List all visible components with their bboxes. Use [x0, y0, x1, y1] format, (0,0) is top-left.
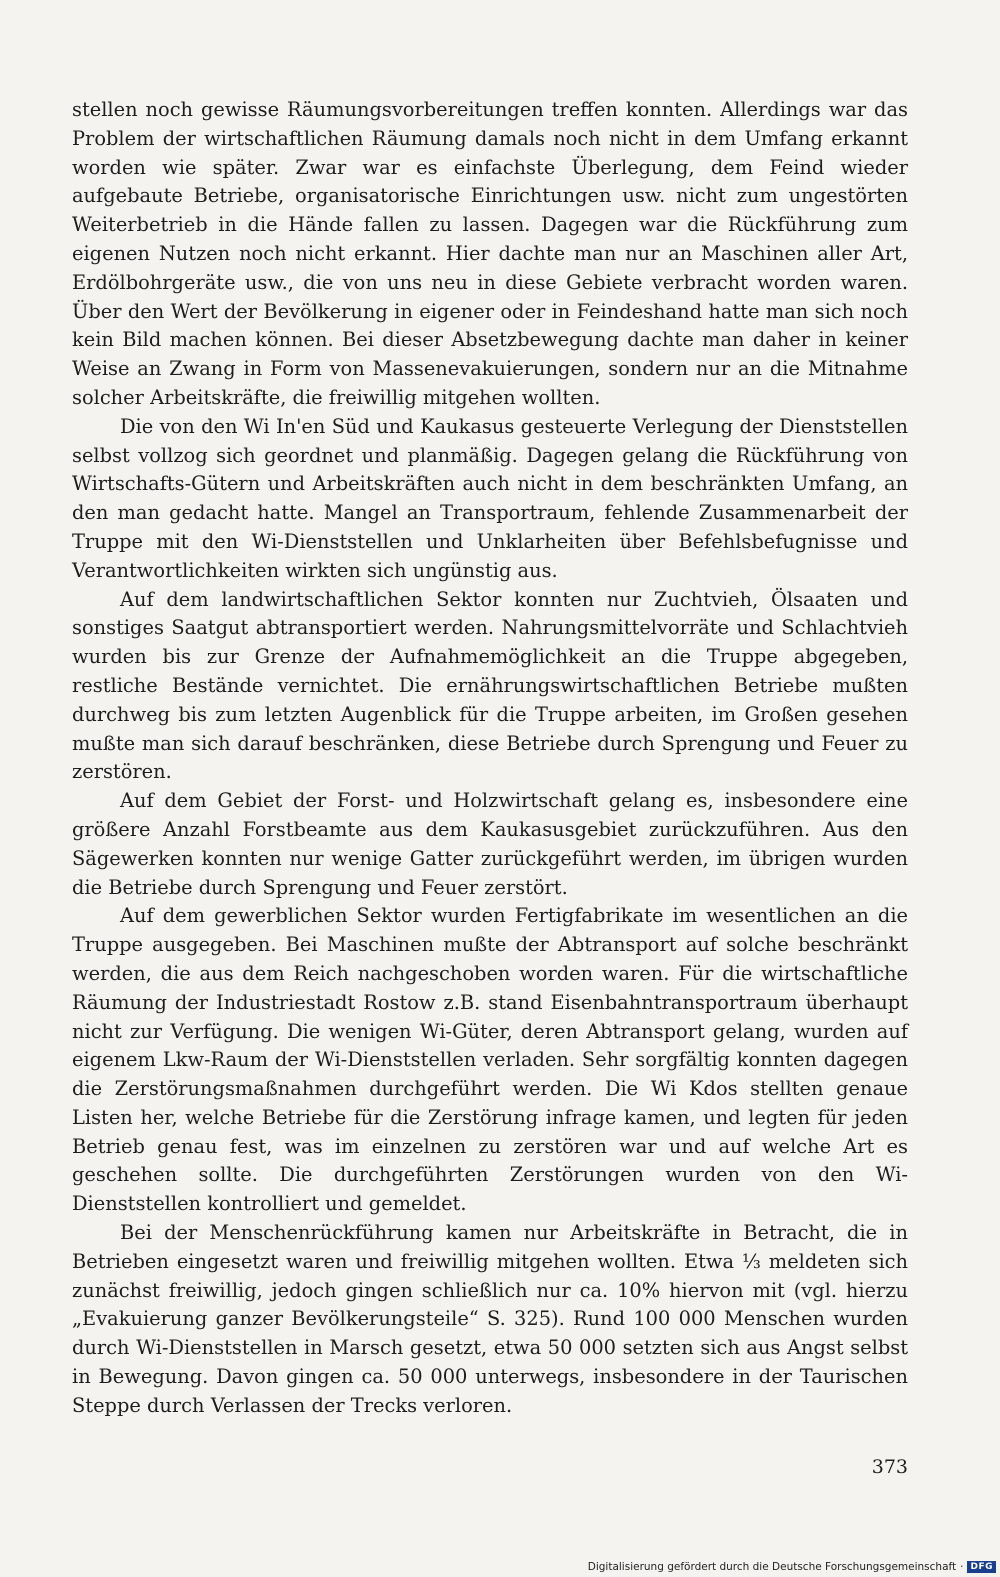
digitization-footer: Digitalisierung gefördert durch die Deutsche Forschungsgemeinschaft · DFG — [588, 1561, 996, 1573]
footer-text: Digitalisierung gefördert durch die Deutsche Forschungsgemeinschaft — [587, 1561, 957, 1573]
paragraph-3: Auf dem landwirtschaftlichen Sektor konnten nur Zuchtvieh, Ölsaaten und sonstiges Saatgut abtransportiert werden. Nahrungsmittelvorräte und Schlachtvieh wurden bis zur Grenze der Aufnahmemöglichkeit an die Truppe abgegeben, restliche Bestände vernichtet. Die ernährungswirtschaftlichen Betriebe mußten durchweg bis zum letzten Augenblick für die Truppe arbeiten, im Großen gesehen mußte man sich darauf beschränken, diese Betriebe durch Sprengung und Feuer zu zerstören. — [72, 587, 908, 784]
paragraph-4: Auf dem Gebiet der Forst- und Holzwirtschaft gelang es, insbesondere eine größere Anzahl Forstbeamte aus dem Kaukasusgebiet zurückzuführen. Aus den Sägewerken konnten nur wenige Gatter zurückgeführt werden, im übrigen wurden die Betriebe durch Sprengung und Feuer zerstört. — [72, 789, 908, 899]
paragraph-5: Auf dem gewerblichen Sektor wurden Fertigfabrikate im wesentlichen an die Truppe ausgegeben. Bei Maschinen mußte der Abtransport auf solche beschränkt werden, die aus dem Reich nachgeschoben worden waren. Für die wirtschaftliche Räumung der Industriestadt Rostow z.B. stand Eisenbahntransportraum überhaupt nicht zur Verfügung. Die wenigen Wi-Güter, deren Abtransport gelang, wurden auf eigenem Lkw-Raum der Wi-Dienststellen verladen. Sehr sorgfältig konnten dagegen die Zerstörungsmaßnahmen durchgeführt werden. Die Wi Kdos stellten genaue Listen her, welche Betriebe für die Zerstörung infrage kamen, und legten für jeden Betrieb genau fest, was im einzelnen zu zerstören war und auf welche Art es geschehen sollte. Die durchgeführten Zerstörungen wurden von den Wi-Dienststellen kontrolliert und gemeldet. — [72, 904, 908, 1216]
paragraph-6: Bei der Menschenrückführung kamen nur Arbeitskräfte in Betracht, die in Betrieben eingesetzt waren und freiwillig mitgehen wollten. Etwa ⅓ meldeten sich zunächst freiwillig, jedoch gingen schließlich nur ca. 10% hiervon mit (vgl. hierzu „Evakuierung ganzer Bevölkerungsteile“ S. 325). Rund 100 000 Menschen wurden durch Wi-Dienststellen in Marsch gesetzt, etwa 50 000 setzten sich aus Angst selbst in Bewegung. Davon gingen ca. 50 000 unterwegs, insbesondere in der Taurischen Steppe durch Verlassen der Trecks verloren. — [72, 1221, 908, 1417]
body-text — [72, 96, 908, 1421]
paragraph-2: Die von den Wi In'en Süd und Kaukasus gesteuerte Verlegung der Dienststellen selbst vollzog sich geordnet und planmäßig. Dagegen gelang die Rückführung von Wirtschafts-Gütern und Arbeitskräften auch nicht in dem beschränkten Umfang, an den man gedacht hatte. Mangel an Transportraum, fehlende Zusammenarbeit der Truppe mit den Wi-Dienststellen und Unklarheiten über Befehlsbefugnisse und Verantwortlichkeiten wirkten sich ungünstig aus. — [72, 414, 908, 582]
page-number: 373 — [871, 1456, 908, 1478]
paragraph-1: stellen noch gewisse Räumungsvorbereitungen treffen konnten. Allerdings war das Problem der wirtschaftlichen Räumung damals noch nicht in dem Umfang erkannt worden wie später. Zwar war es einfachste Überlegung, dem Feind wieder aufgebaute Betriebe, organisatorische Einrichtungen usw. nicht zum ungestörten Weiterbetrieb in die Hände fallen zu lassen. Dagegen war die Rückführung zum eigenen Nutzen noch nicht erkannt. Hier dachte man nur an Maschinen aller Art, Erdölbohrgeräte usw., die von uns neu in diese Gebiete verbracht worden waren. Über den Wert der Bevölkerung in eigener oder in Feindeshand hatte man sich noch kein Bild machen können. Bei dieser Absetzbewegung dachte man daher in keiner Weise an Zwang in Form von Massenevakuierungen, sondern nur an die Mitnahme solcher Arbeitskräfte, die freiwillig mitgehen wollten. — [72, 98, 908, 409]
dfg-logo-icon: DFG — [967, 1561, 996, 1573]
